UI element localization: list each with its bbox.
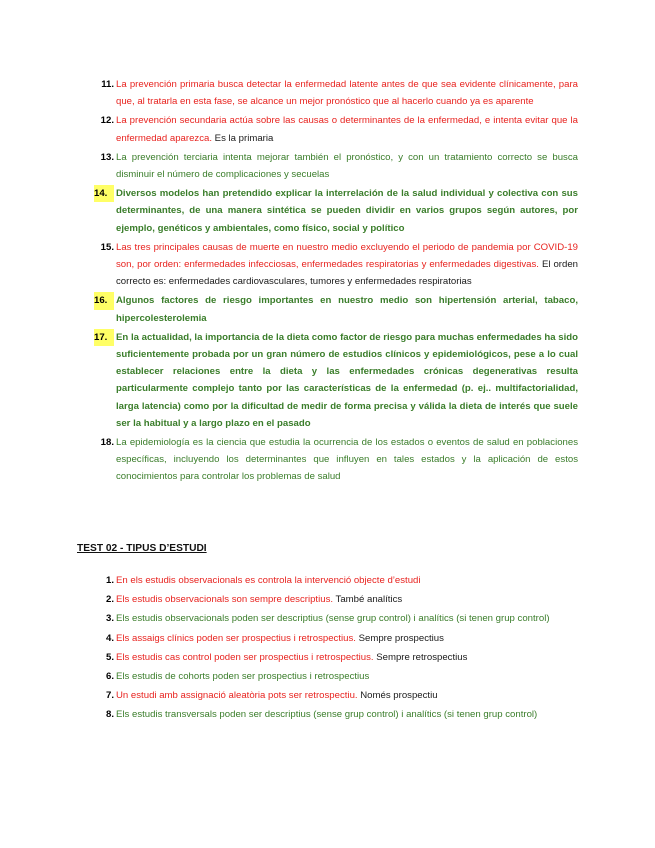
question-item: [0, 572, 655, 589]
question-number: 13.: [100, 151, 114, 163]
question-text-segment: La prevención primaria busca detectar la enfermedad latente antes de que sea evidente clínicamente, para que, al tratarla en esta fase, se alcance un mejor pronóstico que al hacerlo cuando ya es aparente: [116, 79, 578, 108]
question-item: [0, 687, 655, 704]
question-text-segment: Els estudis observacionals poden ser descriptius (sense grup control) i analítics (si tenen grup control): [116, 613, 550, 625]
question-text-segment: La prevención terciaria intenta mejorar también el pronóstico, y con un tratamiento correcto se busca disminuir el número de complicaciones y secuelas: [116, 151, 578, 181]
question-text-segment: Els estudis transversals poden ser descriptius (sense grup control) i analítics (si tenen grup control): [116, 709, 538, 721]
question-text-segment: Només prospectiu: [357, 690, 438, 702]
question-number: 3.: [105, 613, 114, 625]
question-text-segment: El orden correcto es: enfermedades cardiovasculares, tumores y enfermedades respiratorias: [116, 259, 578, 288]
question-item: [0, 706, 655, 723]
question-number: 15.: [100, 241, 114, 253]
question-text-segment: Diversos modelos han pretendido explicar la interrelación de la salud individual y colectiva con sus determinantes, de una manera sintética se pueden dividir en varios grupos según autores, por ejemplo, genéticos y ambientales, como físico, social y político: [116, 188, 578, 234]
question-text-segment: Sempre prospectius: [355, 632, 444, 644]
question-item: [0, 668, 655, 685]
question-number: 6.: [105, 671, 114, 683]
question-number: 18.: [100, 437, 114, 449]
question-number: 7.: [105, 690, 114, 702]
question-text-segment: Els estudis cas control poden ser prospectius i retrospectius.: [116, 651, 374, 663]
question-text-segment: En els estudis observacionals es controla la intervenció objecte d’estudi: [116, 575, 421, 586]
question-item: [0, 649, 655, 666]
question-number: 4.: [105, 632, 114, 644]
question-list-test01: [0, 76, 655, 488]
question-item: [0, 329, 655, 432]
question-number: 14.: [94, 185, 114, 202]
question-text-segment: Las tres principales causas de muerte en nuestro medio excluyendo el periodo de pandemia por COVID-19 son, por orden: enfermedades infecciosas, enfermedades respiratorias y enfermedades digestivas.: [116, 241, 578, 271]
question-item: [0, 112, 655, 146]
question-list-test02: [0, 572, 655, 726]
question-number: 11.: [101, 79, 114, 90]
question-text-segment: Els assaigs clínics poden ser prospectius i retrospectius.: [116, 632, 356, 644]
question-text-segment: La prevención secundaria actúa sobre las causas o determinantes de la enfermedad, e intenta evitar que la enfermedad aparezca.: [116, 115, 578, 144]
question-item: [0, 610, 655, 627]
question-text-segment: En la actualidad, la importancia de la dieta como factor de riesgo para muchas enfermedades ha sido suficientemente probada por un gran número de estudios clínicos y epidemiológicos, pese a lo cual establecer relaciones entre la dieta y las enfermedades crónicas degenerativas resulta particularmente complejo tanto por las características de la enfermedad (p. ej.. multifactorialidad, larga latencia) como por la dificultad de medir de forma precisa y válida la dieta de interés que suele ser la habitual y a largo plazo en el pasado: [116, 331, 578, 429]
question-item: [0, 149, 655, 183]
question-item: [0, 591, 655, 608]
question-number: 5.: [105, 651, 114, 663]
section-heading: TEST 02 - TIPUS D’ESTUDI: [77, 543, 207, 554]
question-number: 17.: [94, 329, 114, 346]
question-text-segment: Els estudis observacionals son sempre descriptius.: [116, 594, 334, 606]
question-item: [0, 292, 655, 326]
question-number: 1.: [105, 575, 114, 586]
question-number: 12.: [100, 115, 114, 127]
question-text-segment: Un estudi amb assignació aleatòria pots ser retrospectiu.: [116, 690, 358, 702]
question-text-segment: La epidemiología es la ciencia que estudia la ocurrencia de los estados o eventos de salud en poblaciones específicas, incluyendo los determinantes que influyen en tales estados y la aplicación de estos conocimientos para controlar los problemas de salud: [116, 437, 578, 483]
question-text-segment: Algunos factores de riesgo importantes en nuestro medio son hipertensión arterial, tabaco, hipercolesterolemia: [116, 295, 578, 324]
question-number: 2.: [105, 594, 114, 606]
question-item: [0, 76, 655, 110]
question-text-segment: Els estudis de cohorts poden ser prospectius i retrospectius: [116, 671, 370, 683]
question-text-segment: També analítics: [333, 594, 403, 606]
question-item: [0, 630, 655, 647]
question-text-segment: Es la primaria: [212, 132, 274, 144]
question-item: [0, 239, 655, 291]
question-text-segment: Sempre retrospectius: [373, 651, 468, 663]
question-item: [0, 185, 655, 237]
question-number: 8.: [105, 709, 114, 721]
question-number: 16.: [94, 292, 114, 309]
question-item: [0, 434, 655, 486]
